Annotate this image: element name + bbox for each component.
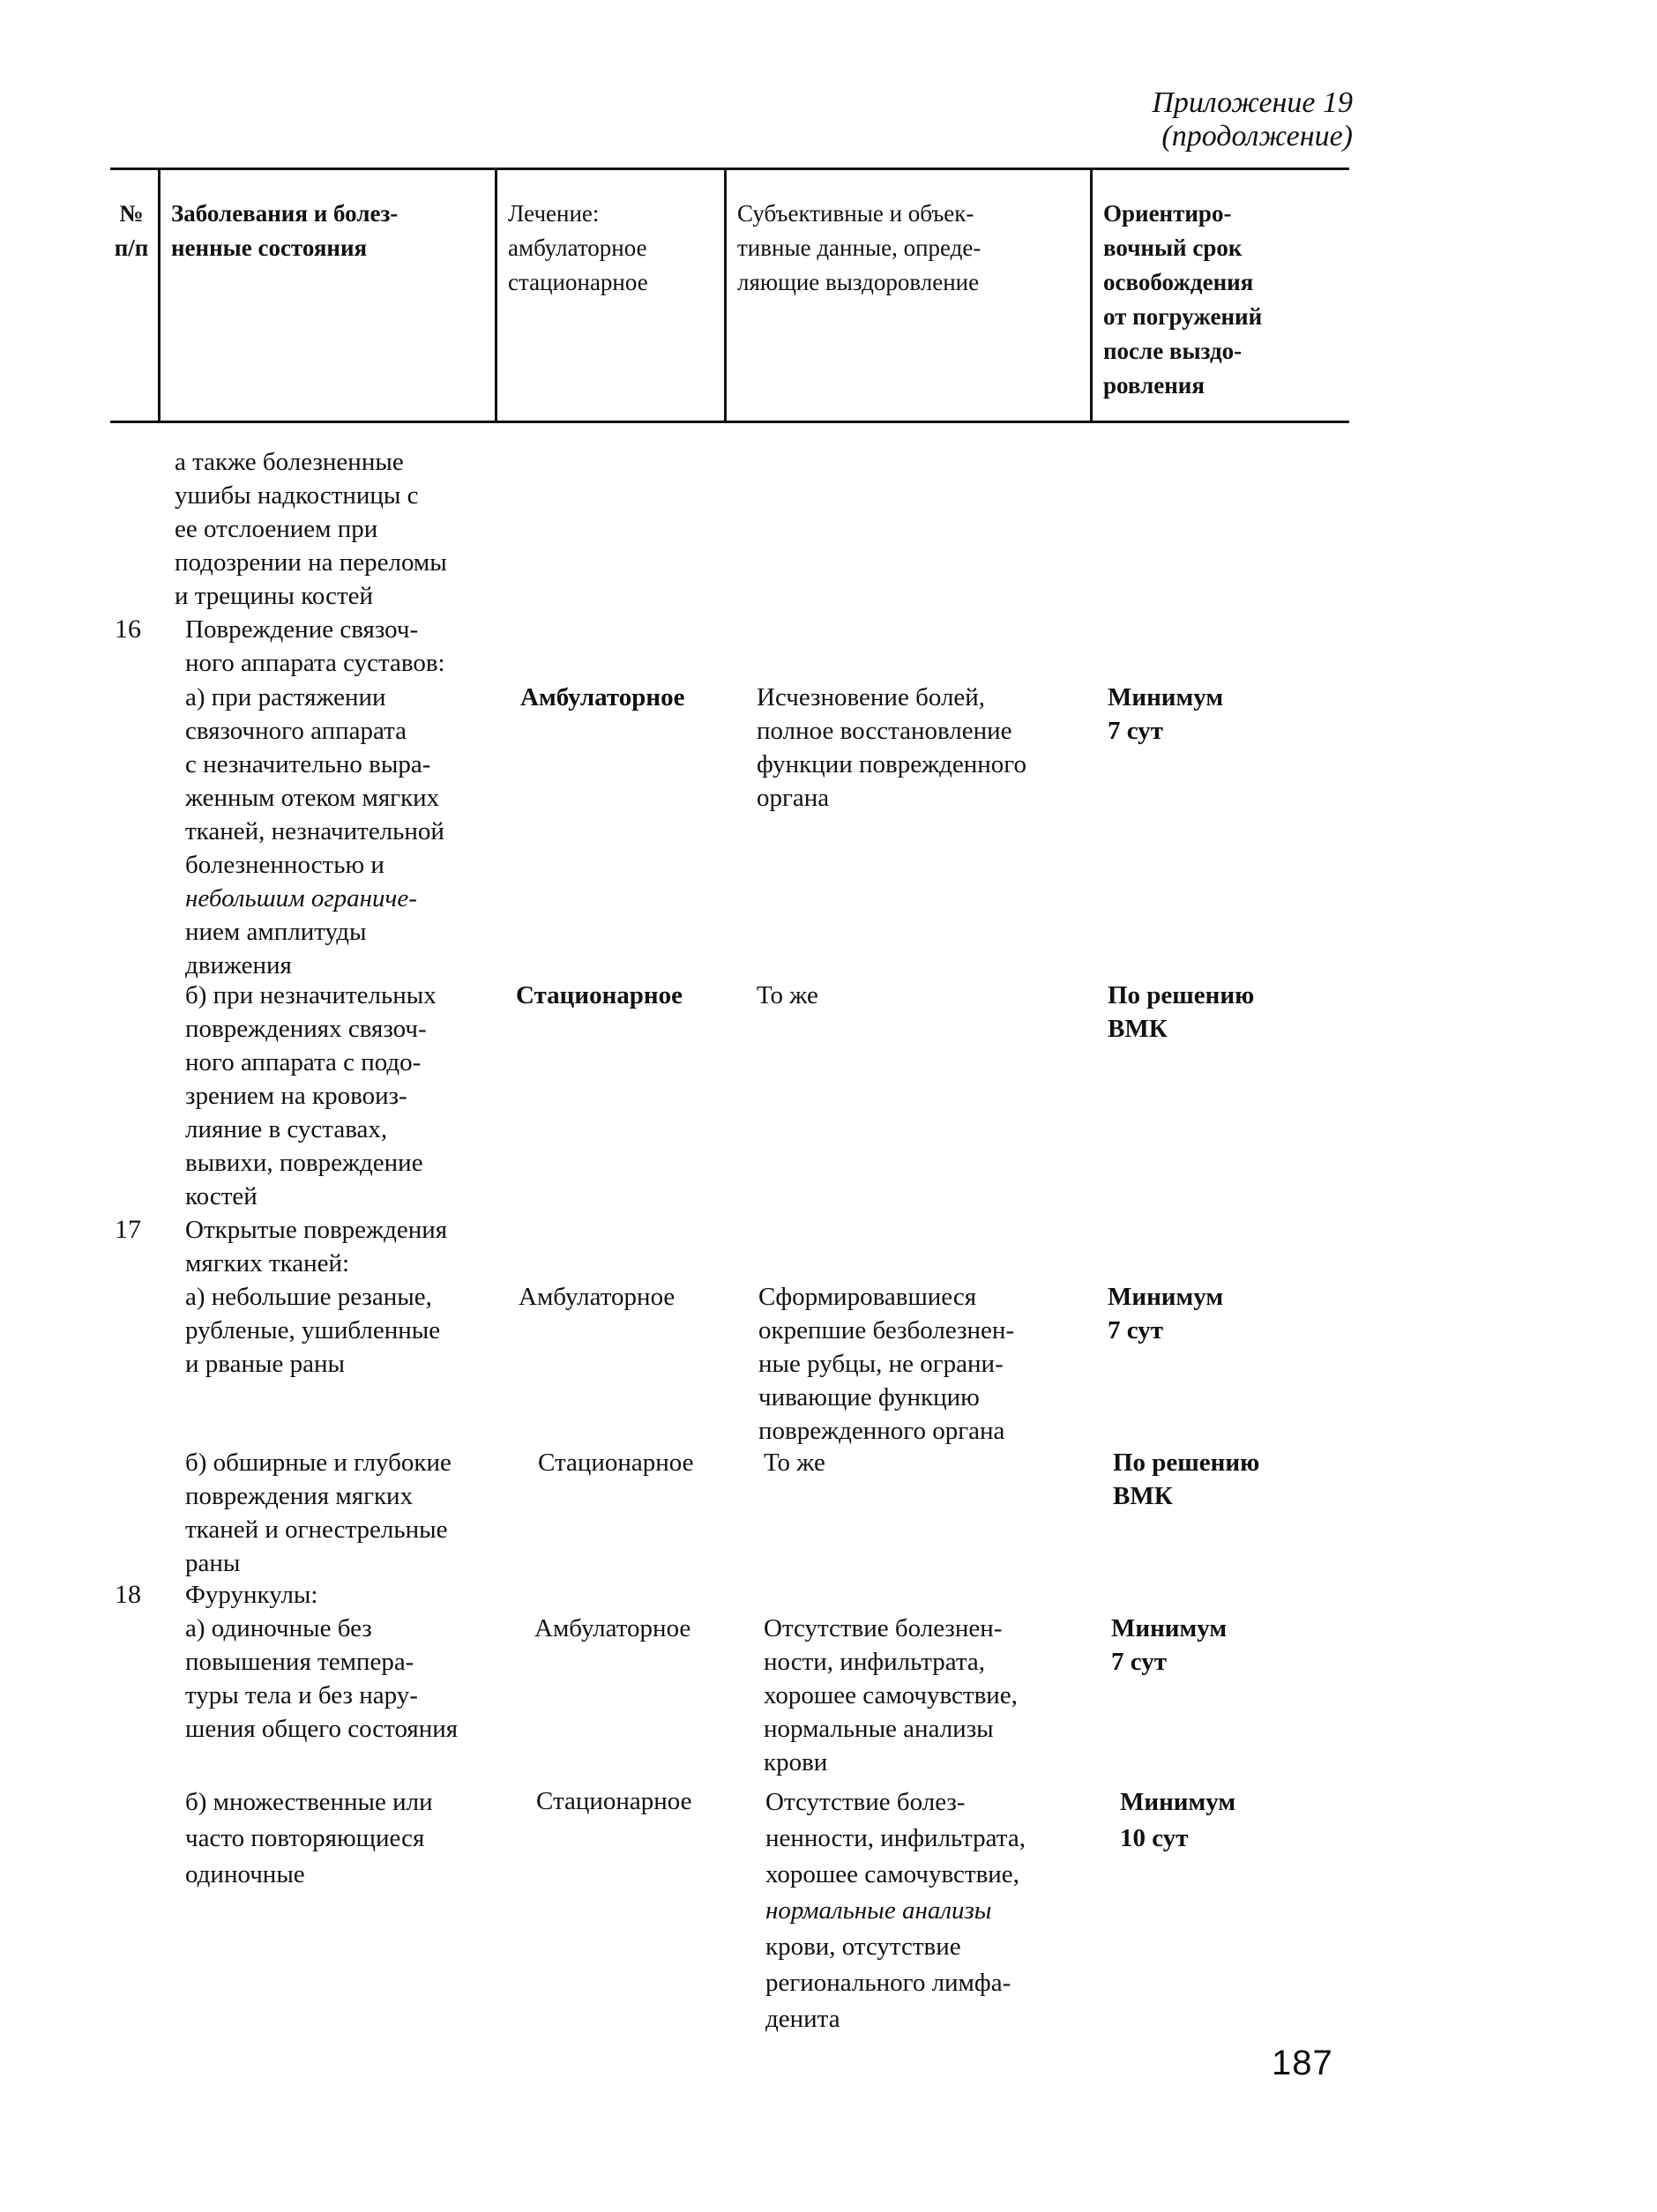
row-17b-disease: б) обширные и глубокие повреждения мягких тканей и огнестрельные раны: [185, 1449, 452, 1577]
row-18-number: 18: [115, 1580, 141, 1609]
row-16b-disease: б) при незначительных повреждениях связоч- ного аппарата с подо- зрением на кровоиз- лияние в суставах, вывихи, повреждение костей: [185, 981, 437, 1210]
appendix-title: Приложение 19: [1152, 86, 1353, 119]
header-number: № п/п: [110, 170, 160, 421]
row-16a-term: Минимум 7 сут: [1108, 683, 1224, 745]
header-term: Ориентиро- вочный срок освобождения от погружений после выздо- ровления: [1103, 200, 1263, 398]
appendix-subtitle: (продолжение): [1161, 120, 1353, 153]
row-16a-criteria: Исчезновение болей, полное восстановление функции поврежденного органа: [757, 683, 1026, 812]
row-16a-treatment: Амбулаторное: [520, 683, 685, 711]
row-16-title: Повреждение связоч- ного аппарата суставов:: [185, 615, 445, 677]
row-18a-disease: а) одиночные без повышения темпера- туры тела и без нару- шения общего состояния: [185, 1614, 459, 1743]
row-18b-term: Минимум 10 сут: [1120, 1788, 1236, 1852]
row-18b-disease: б) множественные или часто повторяющиеся одиночные: [185, 1788, 433, 1888]
cont-disease: а также болезненные ушибы надкостницы с ее отслоением при подозрении на переломы и трещины костей: [175, 448, 447, 610]
row-18a-treatment: Амбулаторное: [534, 1614, 691, 1642]
row-17-number: 17: [115, 1215, 141, 1244]
row-17a-criteria: Сформировавшиеся окрепшие безболезнен- ные рубцы, не ограни- чивающие функцию поврежденного органа: [758, 1283, 1015, 1445]
row-16b-treatment: Стационарное: [516, 981, 683, 1009]
row-18a-term: Минимум 7 сут: [1111, 1614, 1228, 1676]
row-18a-criteria: Отсутствие болезнен- ности, инфильтрата, хорошее самочувствие, нормальные анализы крови: [764, 1614, 1018, 1776]
row-18b-treatment: Стационарное: [536, 1787, 692, 1815]
row-17-title: Открытые повреждения мягких тканей:: [185, 1216, 448, 1277]
row-17b-treatment: Стационарное: [538, 1449, 694, 1477]
page-number: 187: [1272, 2044, 1333, 2082]
row-17a-disease: а) небольшие резаные, рубленые, ушибленные и рваные раны: [185, 1283, 441, 1378]
row-17b-term: По решению ВМК: [1113, 1449, 1260, 1510]
row-16b-term: По решению ВМК: [1108, 981, 1255, 1043]
row-16a-disease: а) при растяжении связочного аппарата с незначительно выра- женным отеком мягких тканей, незначительной болезненностью и небольшим ограниче- нием амплитуды движения: [185, 683, 444, 979]
header-criteria: Субъективные и объек- тивные данные, опреде- ляющие выздоровление: [727, 170, 1093, 421]
row-16-number: 16: [115, 614, 141, 644]
row-18b-criteria: Отсутствие болез- ненности, инфильтрата, хорошее самочувствие, нормальные анализы крови, отсутствие регионального лимфа- денита: [765, 1788, 1026, 2033]
row-18-title: Фурункулы:: [185, 1581, 318, 1609]
row-17a-term: Минимум 7 сут: [1108, 1283, 1224, 1344]
row-17a-treatment: Амбулаторное: [519, 1283, 675, 1311]
header-treatment: Лечение: амбулаторное стационарное: [497, 170, 727, 421]
row-16b-criteria: То же: [757, 981, 818, 1009]
row-17b-criteria: То же: [764, 1449, 825, 1477]
header-disease: Заболевания и болез- ненные состояния: [160, 170, 497, 421]
